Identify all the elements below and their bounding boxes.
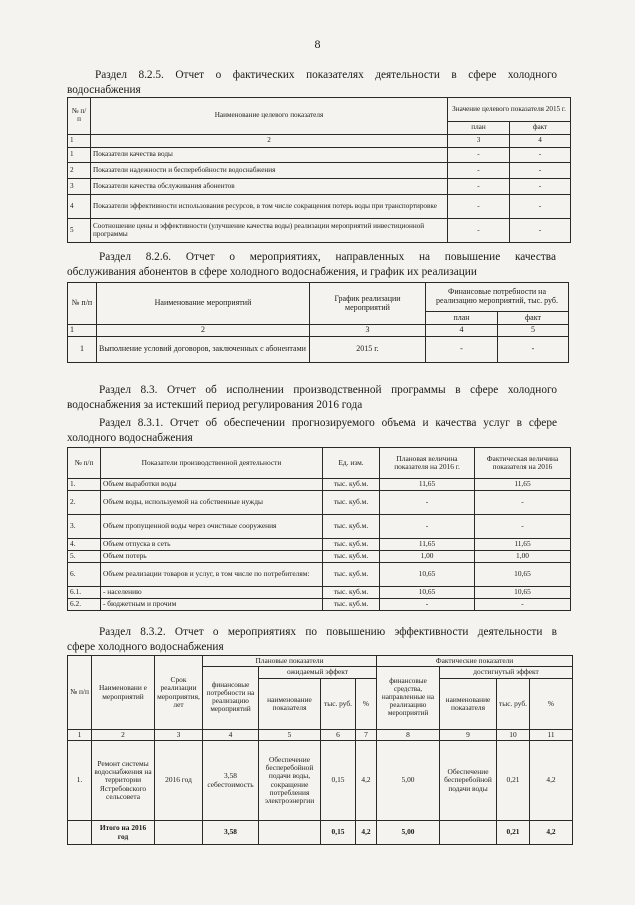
col-number: 1: [68, 730, 92, 741]
header-fin-needs: финансовые потребности на реализацию мероприятий: [203, 667, 259, 730]
total-empty: [440, 821, 497, 845]
total-pct: 4,2: [356, 821, 377, 845]
row-fin-needs: 3,58 себестоимость: [203, 741, 259, 821]
header-name: Наименование мероприятий: [97, 283, 310, 325]
header-num: № п/п: [68, 448, 101, 479]
row-fact: -: [510, 163, 571, 179]
header-plan: план: [448, 122, 510, 135]
row-num: 1.: [68, 479, 101, 491]
row-schedule: 2015 г.: [310, 337, 426, 363]
row-num: 6.1.: [68, 587, 101, 599]
row-fact: -: [475, 599, 571, 611]
header-plan: Плановая величина показателя на 2016 г.: [380, 448, 475, 479]
header-finance: Финансовые потребности на реализацию мероприятий, тыс. руб.: [426, 283, 569, 312]
row-num: 6.2.: [68, 599, 101, 611]
col-number: 10: [497, 730, 530, 741]
col-number: 3: [310, 325, 426, 337]
section-83-heading-2: [67, 398, 557, 413]
header-term: Срок реализации мероприятия, лет: [155, 656, 203, 730]
header-schedule: График реализации мероприятий: [310, 283, 426, 325]
row-achieved: Обеспечение бесперебойной подачи воды: [440, 741, 497, 821]
row-plan: -: [448, 195, 510, 219]
row-unit: тыс. куб.м.: [323, 515, 380, 539]
row-fact: -: [510, 179, 571, 195]
row-num: 4: [68, 195, 91, 219]
table-825: [67, 97, 571, 243]
row-name: Соотношение цены и эффективности (улучшение качества воды) реализации мероприятий инвестиционной программы: [91, 219, 448, 243]
header-value: Значение целевого показателя 2015 г.: [448, 98, 571, 122]
col-number: 5: [498, 325, 569, 337]
row-name: Показатели эффективности использования ресурсов, в том числе сокращения потерь воды при транспортировке: [91, 195, 448, 219]
col-number: 3: [448, 135, 510, 148]
table-831: [67, 447, 571, 611]
row-num: 4.: [68, 539, 101, 551]
row-num: 1.: [68, 741, 92, 821]
row-plan: -: [448, 179, 510, 195]
col-number: 1: [68, 135, 91, 148]
row-name: Выполнение условий договоров, заключенных с абонентами: [97, 337, 310, 363]
row-plan: 10,65: [380, 563, 475, 587]
section-825-heading: [95, 68, 557, 83]
section-825-title-line1: Раздел 8.2.5. Отчет о фактических показателях деятельности в сфере холодного: [95, 69, 557, 81]
col-number: 4: [203, 730, 259, 741]
row-name: - бюджетным и прочим: [101, 599, 323, 611]
row-num: 5.: [68, 551, 101, 563]
row-name: Объем реализации товаров и услуг, в том числе по потребителям:: [101, 563, 323, 587]
row-term: 2016 год: [155, 741, 203, 821]
col-number: 6: [321, 730, 356, 741]
section-825-heading-2: [67, 83, 557, 98]
section-832-title-line1: Раздел 8.3.2. Отчет о мероприятиях по повышению эффективности деятельности в: [99, 626, 557, 638]
row-expected: Обеспечение бесперебойной подачи воды, сокращение потребления электроэнергии: [259, 741, 321, 821]
section-83-heading: [99, 383, 557, 398]
header-ind-name: наименование показателя: [259, 679, 321, 730]
header-rub2: тыс. руб.: [497, 679, 530, 730]
row-plan: 11,65: [380, 479, 475, 491]
header-plan: план: [426, 312, 498, 325]
row-num: 3.: [68, 515, 101, 539]
row-fact: -: [510, 148, 571, 163]
section-825-title-line2: водоснабжения: [67, 84, 141, 96]
header-name: Наименование целевого показателя: [91, 98, 448, 135]
col-number: 2: [91, 135, 448, 148]
col-number: 1: [68, 325, 97, 337]
row-num: 2.: [68, 491, 101, 515]
row-unit: тыс. куб.м.: [323, 551, 380, 563]
section-83-title-line1: Раздел 8.3. Отчет об исполнении производственной программы в сфере холодного: [99, 384, 557, 396]
row-name: Показатели надежности и бесперебойности водоснабжения: [91, 163, 448, 179]
header-achieved: достигнутый эффект: [440, 667, 573, 679]
section-83-title-line2: водоснабжения за истекший период регулирования 2016 года: [67, 399, 363, 411]
row-fact: 11,65: [475, 479, 571, 491]
total-pct2: 4,2: [530, 821, 573, 845]
header-pct2: %: [530, 679, 573, 730]
row-num: 6.: [68, 563, 101, 587]
total-rub: 0,15: [321, 821, 356, 845]
row-plan: -: [448, 219, 510, 243]
row-plan: 10,65: [380, 587, 475, 599]
row-name: Ремонт системы водоснабжения на территории Ястребовского сельсовета: [92, 741, 155, 821]
section-826-heading-2: [67, 265, 557, 280]
row-plan: -: [380, 491, 475, 515]
header-actual: Фактические показатели: [377, 656, 573, 667]
row-rub2: 0,21: [497, 741, 530, 821]
row-rub: 0,15: [321, 741, 356, 821]
row-unit: тыс. куб.м.: [323, 587, 380, 599]
section-831-title-line1: Раздел 8.3.1. Отчет об обеспечении прогнозируемого объема и качества услуг в сфере: [99, 417, 557, 429]
row-fact: -: [510, 219, 571, 243]
row-num: 5: [68, 219, 91, 243]
row-plan: -: [380, 599, 475, 611]
header-fact: факт: [510, 122, 571, 135]
row-name: Объем потерь: [101, 551, 323, 563]
total-fin-means: 5,00: [377, 821, 440, 845]
row-fact: -: [475, 491, 571, 515]
row-unit: тыс. куб.м.: [323, 539, 380, 551]
section-831-heading: [99, 416, 557, 431]
total-empty: [155, 821, 203, 845]
row-pct: 4,2: [356, 741, 377, 821]
row-num: 1: [68, 337, 97, 363]
header-ind-name2: наименование показателя: [440, 679, 497, 730]
row-unit: тыс. куб.м.: [323, 599, 380, 611]
row-name: Объем выработки воды: [101, 479, 323, 491]
row-pct2: 4,2: [530, 741, 573, 821]
col-number: 4: [426, 325, 498, 337]
row-num: 3: [68, 179, 91, 195]
col-number: 9: [440, 730, 497, 741]
section-831-heading-2: [67, 431, 557, 446]
section-826-heading: [99, 250, 556, 265]
row-plan: 1,00: [380, 551, 475, 563]
section-826-title-line1: Раздел 8.2.6. Отчет о мероприятиях, направленных на повышение качества: [99, 251, 556, 263]
row-unit: тыс. куб.м.: [323, 479, 380, 491]
row-plan: -: [448, 163, 510, 179]
row-name: Объем отпуска в сеть: [101, 539, 323, 551]
section-832-heading-2: [67, 640, 557, 655]
header-name: Наименовани е мероприятий: [92, 656, 155, 730]
col-number: 7: [356, 730, 377, 741]
table-826: [67, 282, 569, 363]
header-expected: ожидаемый эффект: [259, 667, 377, 679]
row-fact: 1,00: [475, 551, 571, 563]
header-fact: Фактическая величина показателя на 2016: [475, 448, 571, 479]
row-fact: 10,65: [475, 563, 571, 587]
row-name: Показатели качества обслуживания абонентов: [91, 179, 448, 195]
row-plan: -: [380, 515, 475, 539]
total-empty: [68, 821, 92, 845]
col-number: 3: [155, 730, 203, 741]
row-unit: тыс. куб.м.: [323, 491, 380, 515]
header-name: Показатели производственной деятельности: [101, 448, 323, 479]
row-fact: 10,65: [475, 587, 571, 599]
col-number: 4: [510, 135, 571, 148]
header-unit: Ед. изм.: [323, 448, 380, 479]
header-num: № п/п: [68, 98, 91, 135]
row-name: - населению: [101, 587, 323, 599]
col-number: 8: [377, 730, 440, 741]
row-unit: тыс. куб.м.: [323, 563, 380, 587]
section-832-heading: [99, 625, 557, 640]
col-number: 11: [530, 730, 573, 741]
row-plan: -: [448, 148, 510, 163]
row-name: Объем воды, используемой на собственные нужды: [101, 491, 323, 515]
col-number: 2: [97, 325, 310, 337]
total-empty: [259, 821, 321, 845]
row-fact: -: [498, 337, 569, 363]
header-fin-means: финансовые средства, направленные на реализацию мероприятий: [377, 667, 440, 730]
table-832: [67, 655, 573, 845]
header-rub: тыс. руб.: [321, 679, 356, 730]
row-plan: 11,65: [380, 539, 475, 551]
row-num: 1: [68, 148, 91, 163]
section-826-title-line2: обслуживания абонентов в сфере холодного водоснабжения, и график их реализации: [67, 266, 477, 278]
total-label: Итого на 2016 год: [92, 821, 155, 845]
col-number: 2: [92, 730, 155, 741]
row-fact: -: [475, 515, 571, 539]
page-number: 8: [314, 37, 321, 51]
header-planned: Плановые показатели: [203, 656, 377, 667]
header-num: № п/п: [68, 283, 97, 325]
header-fact: факт: [498, 312, 569, 325]
section-831-title-line2: холодного водоснабжения: [67, 432, 193, 444]
row-num: 2: [68, 163, 91, 179]
col-number: 5: [259, 730, 321, 741]
header-pct: %: [356, 679, 377, 730]
row-plan: -: [426, 337, 498, 363]
total-rub2: 0,21: [497, 821, 530, 845]
section-832-title-line2: сфере холодного водоснабжения: [67, 641, 224, 653]
row-name: Показатели качества воды: [91, 148, 448, 163]
total-fin-needs: 3,58: [203, 821, 259, 845]
row-fact: -: [510, 195, 571, 219]
row-name: Объем пропущенной воды через очистные сооружения: [101, 515, 323, 539]
header-num: № п/п: [68, 656, 92, 730]
row-fin-means: 5,00: [377, 741, 440, 821]
row-fact: 11,65: [475, 539, 571, 551]
